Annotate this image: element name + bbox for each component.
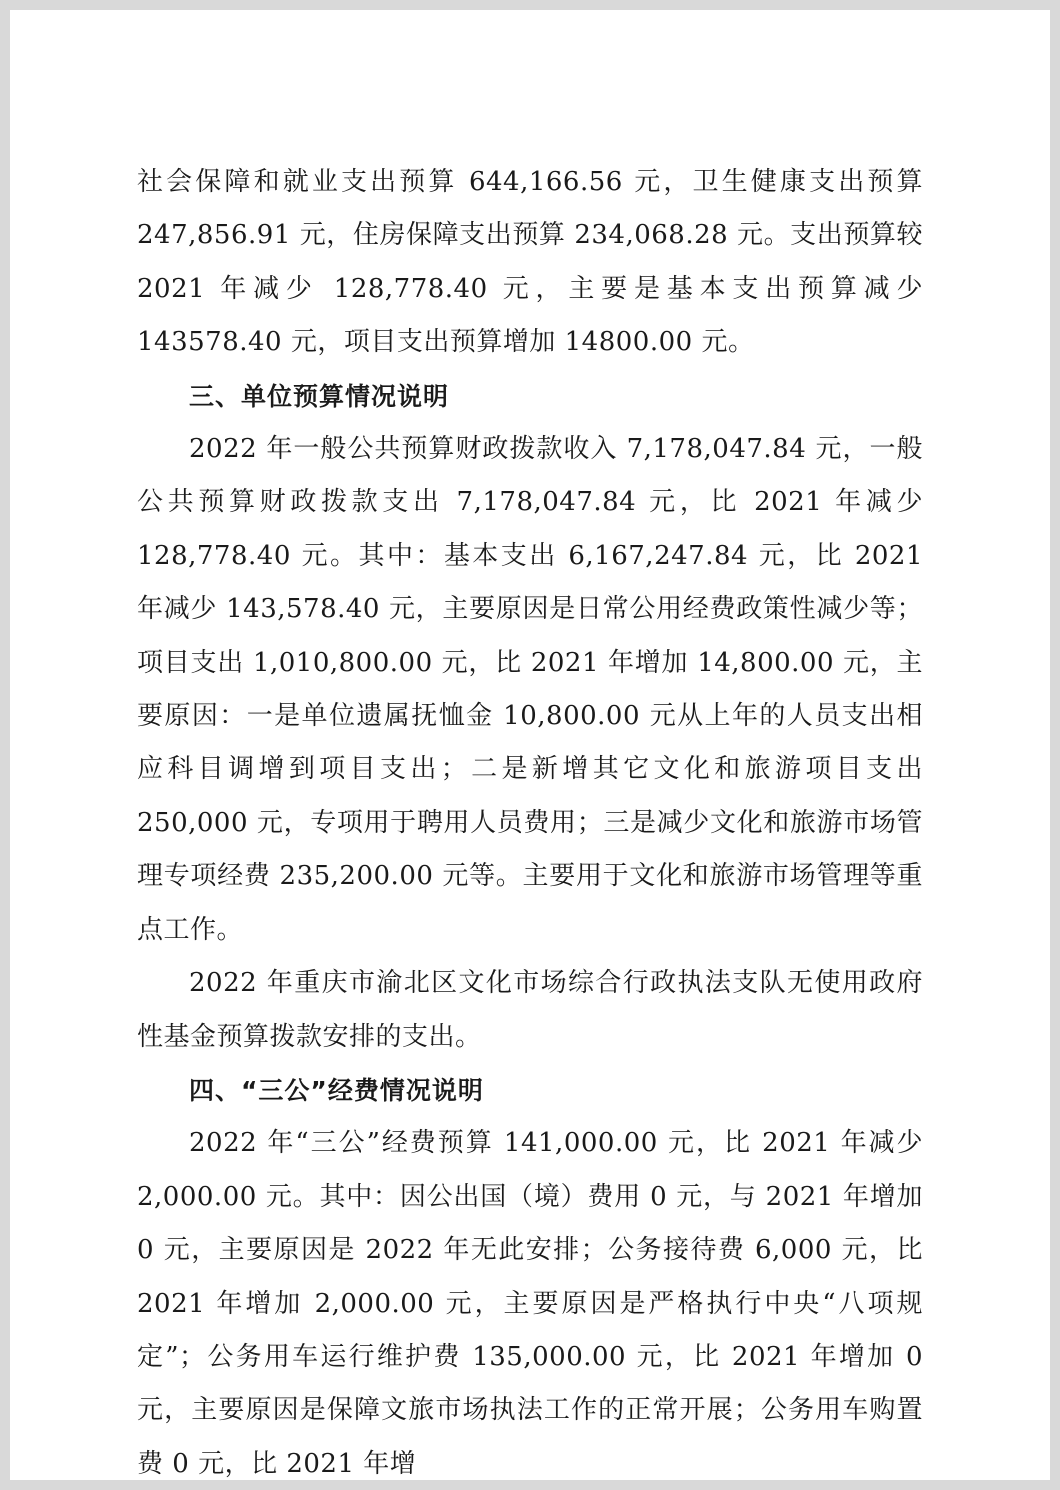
section-heading-4: 四、“三公”经费情况说明 [189,1075,484,1105]
document-page [10,10,1050,1480]
paragraph-continued: 社会保障和就业支出预算 644,166.56 元，卫生健康支出预算 247,856.91 元，住房保障支出预算 234,068.28 元。支出预算较 2021 年减少 128,778.40 元，主要是基本支出预算减少 143578.40 元，项目支出预算增加 14800.00 元。 [137,167,923,358]
document-body [137,156,923,1480]
paragraph-gov-fund: 2022 年重庆市渝北区文化市场综合行政执法支队无使用政府性基金预算拨款安排的支出。 [137,968,923,1052]
paragraph-unit-budget: 2022 年一般公共预算财政拨款收入 7,178,047.84 元，一般公共预算财政拨款支出 7,178,047.84 元，比 2021 年减少 128,778.40 元。其中：基本支出 6,167,247.84 元，比 2021 年减少 143,578.40 元，主要原因是日常公用经费政策性减少等；项目支出 1,010,800.00 元，比 2021 年增加 14,800.00 元，主要原因：一是单位遗属抚恤金 10,800.00 元从上年的人员支出相应科目调增到项目支出；二是新增其它文化和旅游项目支出 250,000 元，专项用于聘用人员费用；三是减少文化和旅游市场管理专项经费 235,200.00 元等。主要用于文化和旅游市场管理等重点工作。 [137,434,923,945]
paragraph-three-public: 2022 年“三公”经费预算 141,000.00 元，比 2021 年减少 2,000.00 元。其中：因公出国（境）费用 0 元，与 2021 年增加 0 元，主要原因是 2022 年无此安排；公务接待费 6,000 元，比 2021 年增加 2,000.00 元，主要原因是严格执行中央“八项规定”；公务用车运行维护费 135,000.00 元，比 2021 年增加 0 元，主要原因是保障文旅市场执法工作的正常开展；公务用车购置费 0 元，比 2021 年增 [137,1128,923,1479]
section-heading-3: 三、单位预算情况说明 [189,381,450,411]
